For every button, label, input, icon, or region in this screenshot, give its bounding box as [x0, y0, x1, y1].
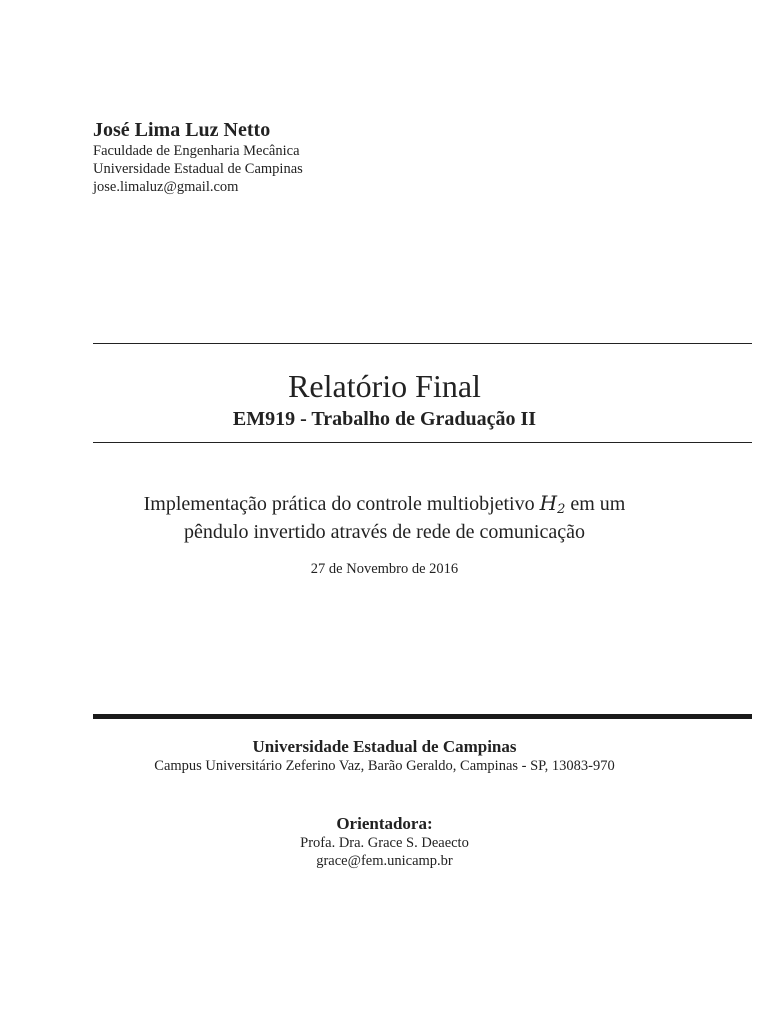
report-subtitle: EM919 - Trabalho de Graduação II	[232, 408, 537, 430]
math-letter: H	[539, 491, 558, 515]
h2-math-symbol	[540, 491, 566, 515]
author-email: jose.limaluz@gmail.com	[93, 179, 239, 195]
bottom-divider	[93, 442, 752, 443]
topic-line-1	[93, 492, 676, 521]
report-title: Relatório Final	[288, 368, 481, 404]
advisor-label: Orientadora:	[336, 814, 433, 833]
author-faculty: Faculdade de Engenharia Mecânica	[93, 143, 300, 159]
report-topic	[93, 492, 676, 543]
author-university: Universidade Estadual de Campinas	[93, 161, 303, 177]
top-divider	[93, 343, 752, 344]
institution-address: Campus Universitário Zeferino Vaz, Barão Geraldo, Campinas - SP, 13083-970	[154, 758, 615, 774]
advisor-name: Profa. Dra. Grace S. Deaecto	[300, 835, 469, 851]
author-block	[93, 118, 303, 196]
topic-line-2: pêndulo invertido através de rede de comunicação	[184, 521, 585, 543]
topic-suffix: em um	[565, 493, 626, 515]
advisor-email: grace@fem.unicamp.br	[316, 853, 453, 869]
report-date: 27 de Novembro de 2016	[310, 561, 459, 577]
institution-name: Universidade Estadual de Campinas	[252, 737, 517, 756]
author-name: José Lima Luz Netto	[93, 119, 271, 141]
math-subscript: 2	[557, 502, 566, 517]
thick-divider	[93, 714, 752, 719]
topic-prefix: Implementação prática do controle multiobjetivo	[143, 493, 540, 515]
